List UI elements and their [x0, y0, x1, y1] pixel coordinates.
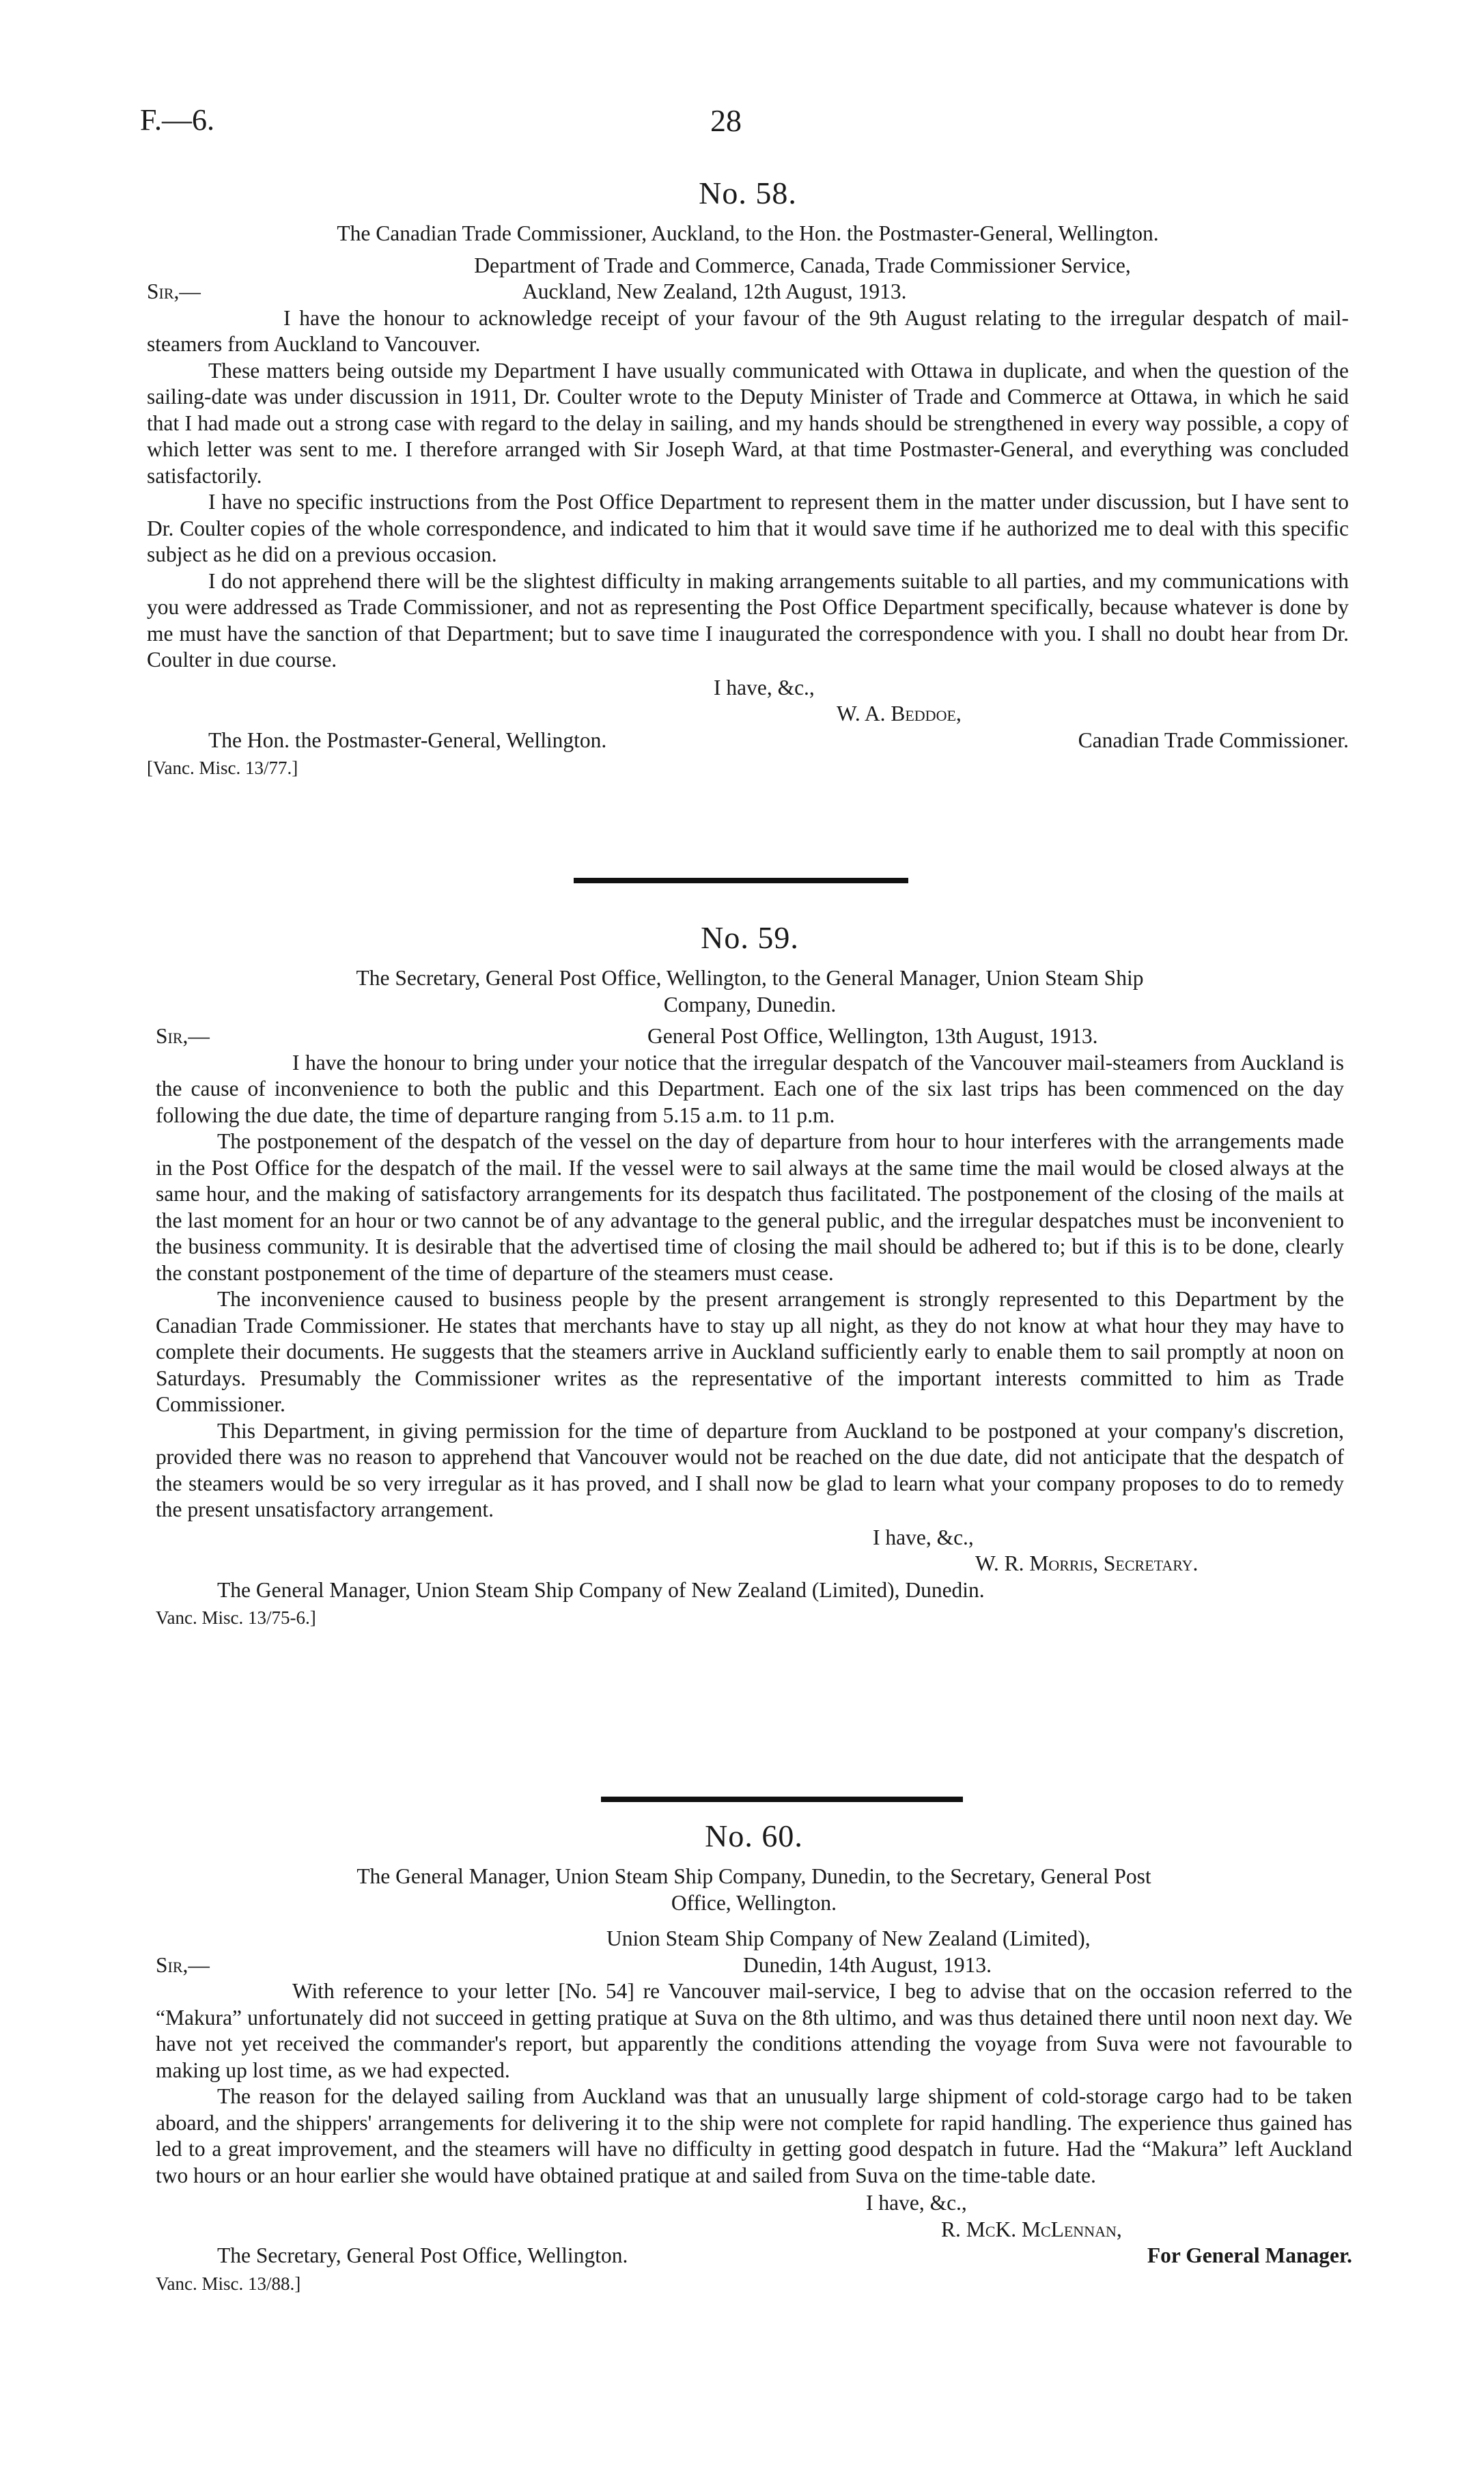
letter-58: [147, 174, 1349, 781]
paragraph: These matters being outside my Department I have usually communicated with Ottawa in duplicate, and when the question of the sailing-date was under discussion in 1911, Dr. Coulter wrote to the Deputy Minister of Trade and Commerce at Ottawa, in which he said that I had made out a strong case with regard to the delay in sailing, and my hands should be strengthened in every way possible, a copy of which letter was sent to me. I therefore arranged with Sir Joseph Ward, at that time Postmaster-General, and everything was concluded satisfactorily.: [147, 358, 1349, 488]
salutation-row: [156, 1952, 1352, 1979]
addressee-row: [156, 2243, 1352, 2269]
signatory: W. A. Beddoe,: [837, 702, 962, 725]
sender-address: Department of Trade and Commerce, Canada, Trade Commissioner Service,: [474, 253, 1131, 277]
paragraph: The inconvenience caused to business people by the present arrangement is strongly represented to this Department by the Canadian Trade Commissioner. He states that merchants have to stay up all night, as they do not know at what hour they may have to complete their documents. He suggests that the steamers arrive in Auckland sufficiently early to enable them to sail promptly at noon on Saturdays. Presumably the Commissioner writes as the representative of the important interests committed to him as Trade Commissioner.: [156, 1287, 1344, 1416]
closing: I have, &c.,: [714, 675, 815, 700]
paragraph: I have no specific instructions from the Post Office Department to represent them in the matter under discussion, but I have sent to Dr. Coulter copies of the whole correspondence, and indicated to him that it would save time if he authorized me to deal with this specific subject as he did on a previous occasion.: [147, 490, 1349, 566]
file-reference: [Vanc. Misc. 13/77.]: [147, 758, 298, 778]
closing: I have, &c.,: [866, 2191, 967, 2215]
address-date: Auckland, New Zealand, 12th August, 1913.: [522, 279, 907, 303]
file-reference: Vanc. Misc. 13/88.]: [156, 2273, 301, 2294]
sender-address: Union Steam Ship Company of New Zealand (Limited),: [606, 1926, 1091, 1950]
paragraph: The reason for the delayed sailing from Auckland was that an unusually large shipment of cold-storage cargo had to be taken aboard, and the shippers' arrangements for delivering it to the ship were not complete for rapid handling. The experience thus gained has led to a great improvement, and the steamers will have no difficulty in getting good despatch in future. Had the “Makura” left Auckland two hours or an hour earlier she would have obtained pratique at and sailed from Suva on the time-table date.: [156, 2084, 1352, 2187]
letter-number: No. 58.: [699, 176, 797, 210]
addressee: The Hon. the Postmaster-General, Wellington.: [208, 728, 607, 752]
file-reference: Vanc. Misc. 13/75-6.]: [156, 1607, 316, 1628]
paragraph: The postponement of the despatch of the vessel on the day of departure from hour to hour interferes with the arrangements made in the Post Office for the despatch of the mail. If the vessel were to sail always at the same time the mail would be closed always at the same hour, and the making of satisfactory arrangements for its despatch thus facilitated. The postponement of the closing of the mails at the last moment for an hour or two cannot be of any advantage to the general public, and the irregular despatches must be inconvenient to the business community. It is desirable that the advertised time of closing the mail should be adhered to; but if this is to be done, clearly the constant postponement of the time of departure of the steamers must cease.: [156, 1129, 1344, 1285]
letter-number: No. 60.: [705, 1818, 803, 1853]
salutation: Sir,—: [156, 1024, 210, 1048]
signatory-title: For General Manager.: [1147, 2243, 1352, 2267]
addressee: The General Manager, Union Steam Ship Company of New Zealand (Limited), Dunedin.: [217, 1577, 985, 1602]
address-date: General Post Office, Wellington, 13th August, 1913.: [647, 1024, 1098, 1048]
letter-heading: The Secretary, General Post Office, Wellington, to the General Manager, Union Steam Ship Company, Dunedin.: [356, 966, 1144, 1016]
salutation-row: [147, 279, 1349, 305]
closing: I have, &c.,: [873, 1525, 974, 1549]
signature-block: [156, 2190, 1352, 2297]
paragraph: I do not apprehend there will be the slightest difficulty in making arrangements suitable to all parties, and my communications with you were addressed as Trade Commissioner, and not as representing the Post Office Department specifically, because whatever is done by me must have the sanction of that Department; but to save time I inaugurated the correspondence with you. I shall no doubt hear from Dr. Coulter in due course.: [147, 568, 1349, 672]
signature-block: [147, 675, 1349, 781]
paragraph: This Department, in giving permission for the time of departure from Auckland to be postponed at your company's discretion, provided there was no reason to apprehend that Vancouver would not be reached on the due date, did not anticipate that the despatch of the steamers would be so very irregular as it has proved, and I shall now be glad to learn what your company proposes to do to remedy the present unsatisfactory arrangement.: [156, 1418, 1344, 1521]
addressee-row: [147, 728, 1349, 754]
salutation: Sir,—: [156, 1952, 210, 1977]
letter-60: [156, 1817, 1352, 2297]
paragraph: I have the honour to bring under your notice that the irregular despatch of the Vancouver mail-steamers from Auckland is the cause of inconvenience to both the public and this Department. Each one of the six last trips has been commenced on the day following the due date, the time of departure ranging from 5.15 a.m. to 11 p.m.: [156, 1050, 1344, 1127]
address-date: Dunedin, 14th August, 1913.: [743, 1952, 992, 1977]
salutation-row: [156, 1023, 1344, 1050]
section-divider: [601, 1797, 963, 1802]
signatory: W. R. Morris, Secretary.: [975, 1551, 1199, 1575]
signature-block: [156, 1525, 1344, 1631]
letter-59: [156, 919, 1344, 1631]
letter-number: No. 59.: [701, 920, 799, 955]
series-label: F.—6.: [140, 103, 214, 137]
signatory-title: Canadian Trade Commissioner.: [1078, 728, 1349, 752]
addressee: The Secretary, General Post Office, Wellington.: [217, 2243, 628, 2267]
page-number: 28: [710, 103, 742, 138]
salutation: Sir,—: [147, 279, 201, 303]
paragraph: I have the honour to acknowledge receipt of your favour of the 9th August relating to the irregular despatch of mail-steamers from Auckland to Vancouver.: [147, 305, 1349, 356]
paragraph: With reference to your letter [No. 54] re Vancouver mail-service, I beg to advise that on the occasion referred to the “Makura” unfortunately did not succeed in getting pratique at Suva on the 8th ultimo, and was thus detained there until noon next day. We have not yet received the commander's report, but apparently the conditions attending the voyage from Suva were not favourable to making up lost time, as we had expected.: [156, 1979, 1352, 2082]
section-divider: [574, 878, 908, 883]
letter-heading: The Canadian Trade Commissioner, Auckland, to the Hon. the Postmaster-General, Wellington.: [337, 221, 1159, 245]
page-header: [140, 102, 1349, 143]
letter-heading: The General Manager, Union Steam Ship Company, Dunedin, to the Secretary, General Post Office, Wellington.: [356, 1864, 1151, 1915]
signatory: R. McK. McLennan,: [941, 2217, 1122, 2241]
